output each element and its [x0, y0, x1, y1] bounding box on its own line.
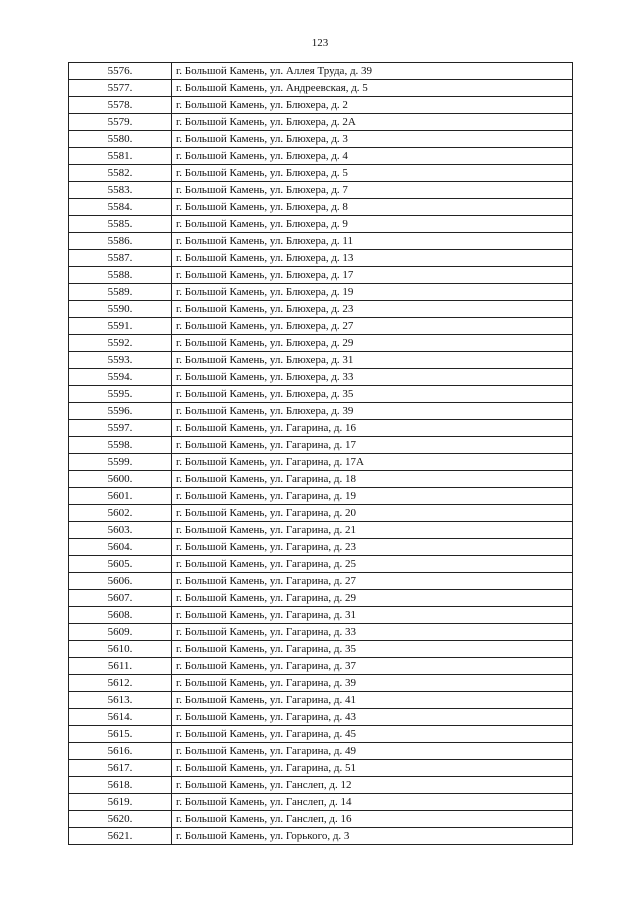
address-table [68, 62, 573, 845]
address-cell: г. Большой Камень, ул. Блюхера, д. 19 [172, 284, 573, 301]
address-cell: г. Большой Камень, ул. Гагарина, д. 17 [172, 437, 573, 454]
address-cell: г. Большой Камень, ул. Аллея Труда, д. 39 [172, 63, 573, 80]
address-cell: г. Большой Камень, ул. Блюхера, д. 2 [172, 97, 573, 114]
row-number-cell: 5620. [69, 811, 172, 828]
table-row [69, 658, 573, 675]
address-cell: г. Большой Камень, ул. Гагарина, д. 17А [172, 454, 573, 471]
address-cell: г. Большой Камень, ул. Ганслеп, д. 14 [172, 794, 573, 811]
table-row [69, 760, 573, 777]
table-row [69, 505, 573, 522]
table-body [69, 63, 573, 845]
row-number-cell: 5606. [69, 573, 172, 590]
table-row [69, 369, 573, 386]
table-row [69, 692, 573, 709]
table-row [69, 811, 573, 828]
address-cell: г. Большой Камень, ул. Блюхера, д. 11 [172, 233, 573, 250]
address-cell: г. Большой Камень, ул. Блюхера, д. 29 [172, 335, 573, 352]
row-number-cell: 5600. [69, 471, 172, 488]
address-cell: г. Большой Камень, ул. Гагарина, д. 45 [172, 726, 573, 743]
address-cell: г. Большой Камень, ул. Гагарина, д. 37 [172, 658, 573, 675]
table-row [69, 386, 573, 403]
row-number-cell: 5586. [69, 233, 172, 250]
row-number-cell: 5594. [69, 369, 172, 386]
address-cell: г. Большой Камень, ул. Гагарина, д. 51 [172, 760, 573, 777]
table-row [69, 743, 573, 760]
row-number-cell: 5580. [69, 131, 172, 148]
row-number-cell: 5611. [69, 658, 172, 675]
row-number-cell: 5604. [69, 539, 172, 556]
row-number-cell: 5591. [69, 318, 172, 335]
address-cell: г. Большой Камень, ул. Блюхера, д. 3 [172, 131, 573, 148]
address-cell: г. Большой Камень, ул. Блюхера, д. 8 [172, 199, 573, 216]
address-cell: г. Большой Камень, ул. Блюхера, д. 9 [172, 216, 573, 233]
table-row [69, 131, 573, 148]
address-cell: г. Большой Камень, ул. Гагарина, д. 31 [172, 607, 573, 624]
row-number-cell: 5592. [69, 335, 172, 352]
row-number-cell: 5619. [69, 794, 172, 811]
address-cell: г. Большой Камень, ул. Блюхера, д. 4 [172, 148, 573, 165]
table-row [69, 403, 573, 420]
table-row [69, 726, 573, 743]
address-cell: г. Большой Камень, ул. Гагарина, д. 49 [172, 743, 573, 760]
table-row [69, 607, 573, 624]
address-cell: г. Большой Камень, ул. Гагарина, д. 23 [172, 539, 573, 556]
row-number-cell: 5618. [69, 777, 172, 794]
table-row [69, 488, 573, 505]
table-row [69, 114, 573, 131]
table-row [69, 182, 573, 199]
table-row [69, 267, 573, 284]
address-cell: г. Большой Камень, ул. Горького, д. 3 [172, 828, 573, 845]
table-row [69, 284, 573, 301]
row-number-cell: 5597. [69, 420, 172, 437]
table-row [69, 250, 573, 267]
table-row [69, 216, 573, 233]
table-row [69, 573, 573, 590]
table-row [69, 709, 573, 726]
table-row [69, 420, 573, 437]
row-number-cell: 5578. [69, 97, 172, 114]
table-row [69, 675, 573, 692]
table-row [69, 539, 573, 556]
row-number-cell: 5599. [69, 454, 172, 471]
row-number-cell: 5607. [69, 590, 172, 607]
address-cell: г. Большой Камень, ул. Блюхера, д. 2А [172, 114, 573, 131]
table-row [69, 199, 573, 216]
row-number-cell: 5614. [69, 709, 172, 726]
address-cell: г. Большой Камень, ул. Блюхера, д. 7 [172, 182, 573, 199]
address-cell: г. Большой Камень, ул. Блюхера, д. 35 [172, 386, 573, 403]
address-cell: г. Большой Камень, ул. Блюхера, д. 17 [172, 267, 573, 284]
table-row [69, 80, 573, 97]
row-number-cell: 5617. [69, 760, 172, 777]
table-row [69, 148, 573, 165]
address-cell: г. Большой Камень, ул. Гагарина, д. 35 [172, 641, 573, 658]
address-cell: г. Большой Камень, ул. Гагарина, д. 16 [172, 420, 573, 437]
row-number-cell: 5589. [69, 284, 172, 301]
row-number-cell: 5605. [69, 556, 172, 573]
row-number-cell: 5615. [69, 726, 172, 743]
table-row [69, 301, 573, 318]
table-row [69, 97, 573, 114]
table-row [69, 63, 573, 80]
row-number-cell: 5603. [69, 522, 172, 539]
table-row [69, 777, 573, 794]
address-cell: г. Большой Камень, ул. Гагарина, д. 21 [172, 522, 573, 539]
address-cell: г. Большой Камень, ул. Блюхера, д. 13 [172, 250, 573, 267]
row-number-cell: 5613. [69, 692, 172, 709]
row-number-cell: 5601. [69, 488, 172, 505]
address-cell: г. Большой Камень, ул. Гагарина, д. 27 [172, 573, 573, 590]
table-row [69, 471, 573, 488]
address-cell: г. Большой Камень, ул. Гагарина, д. 20 [172, 505, 573, 522]
row-number-cell: 5598. [69, 437, 172, 454]
address-cell: г. Большой Камень, ул. Блюхера, д. 31 [172, 352, 573, 369]
row-number-cell: 5593. [69, 352, 172, 369]
row-number-cell: 5621. [69, 828, 172, 845]
row-number-cell: 5612. [69, 675, 172, 692]
row-number-cell: 5616. [69, 743, 172, 760]
table-row [69, 437, 573, 454]
row-number-cell: 5576. [69, 63, 172, 80]
table-row [69, 352, 573, 369]
address-cell: г. Большой Камень, ул. Гагарина, д. 25 [172, 556, 573, 573]
table-row [69, 454, 573, 471]
table-row [69, 335, 573, 352]
address-cell: г. Большой Камень, ул. Ганслеп, д. 16 [172, 811, 573, 828]
row-number-cell: 5583. [69, 182, 172, 199]
table-row [69, 522, 573, 539]
address-cell: г. Большой Камень, ул. Блюхера, д. 23 [172, 301, 573, 318]
table-row [69, 318, 573, 335]
row-number-cell: 5579. [69, 114, 172, 131]
page-number: 123 [311, 37, 329, 49]
address-cell: г. Большой Камень, ул. Гагарина, д. 18 [172, 471, 573, 488]
address-cell: г. Большой Камень, ул. Блюхера, д. 39 [172, 403, 573, 420]
address-cell: г. Большой Камень, ул. Андреевская, д. 5 [172, 80, 573, 97]
table-row [69, 556, 573, 573]
address-cell: г. Большой Камень, ул. Гагарина, д. 39 [172, 675, 573, 692]
row-number-cell: 5608. [69, 607, 172, 624]
row-number-cell: 5602. [69, 505, 172, 522]
row-number-cell: 5590. [69, 301, 172, 318]
table-row [69, 590, 573, 607]
row-number-cell: 5609. [69, 624, 172, 641]
row-number-cell: 5582. [69, 165, 172, 182]
row-number-cell: 5577. [69, 80, 172, 97]
table-row [69, 165, 573, 182]
row-number-cell: 5588. [69, 267, 172, 284]
address-cell: г. Большой Камень, ул. Блюхера, д. 5 [172, 165, 573, 182]
row-number-cell: 5610. [69, 641, 172, 658]
table-row [69, 828, 573, 845]
address-cell: г. Большой Камень, ул. Гагарина, д. 19 [172, 488, 573, 505]
row-number-cell: 5584. [69, 199, 172, 216]
row-number-cell: 5596. [69, 403, 172, 420]
address-cell: г. Большой Камень, ул. Блюхера, д. 27 [172, 318, 573, 335]
table-row [69, 624, 573, 641]
table-row [69, 641, 573, 658]
table-row [69, 794, 573, 811]
address-cell: г. Большой Камень, ул. Блюхера, д. 33 [172, 369, 573, 386]
table-row [69, 233, 573, 250]
address-cell: г. Большой Камень, ул. Гагарина, д. 33 [172, 624, 573, 641]
row-number-cell: 5581. [69, 148, 172, 165]
row-number-cell: 5585. [69, 216, 172, 233]
address-cell: г. Большой Камень, ул. Гагарина, д. 41 [172, 692, 573, 709]
address-cell: г. Большой Камень, ул. Ганслеп, д. 12 [172, 777, 573, 794]
row-number-cell: 5587. [69, 250, 172, 267]
row-number-cell: 5595. [69, 386, 172, 403]
address-cell: г. Большой Камень, ул. Гагарина, д. 43 [172, 709, 573, 726]
address-cell: г. Большой Камень, ул. Гагарина, д. 29 [172, 590, 573, 607]
